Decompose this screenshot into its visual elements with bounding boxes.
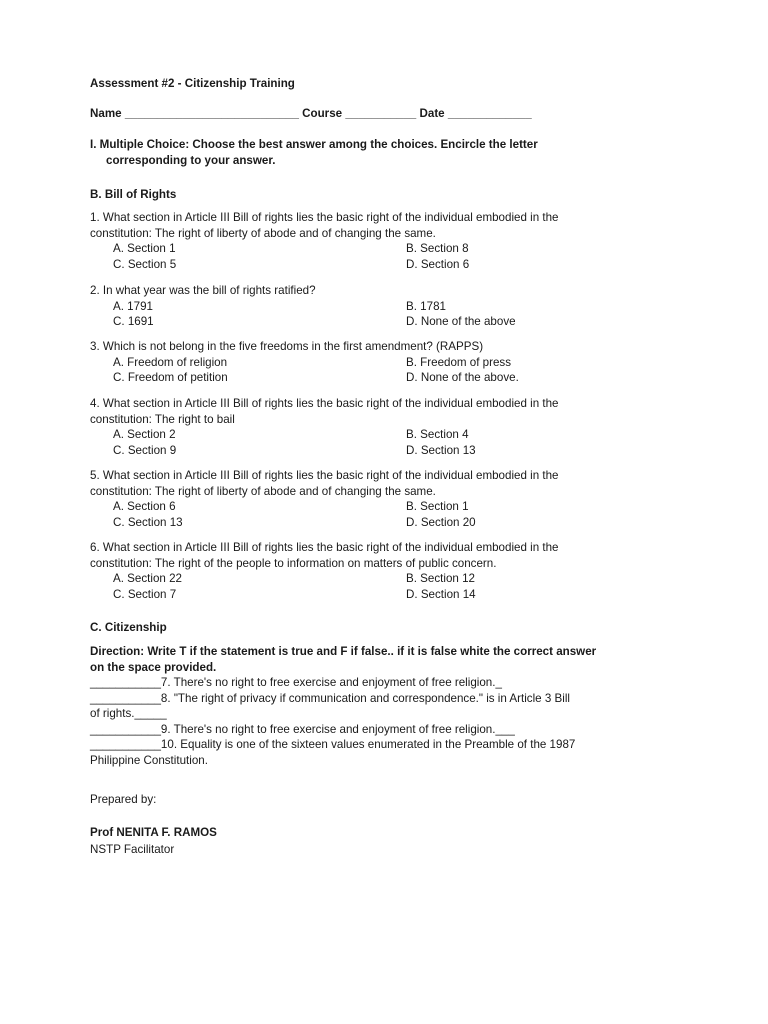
question-text: 2. In what year was the bill of rights ratified? bbox=[90, 284, 316, 297]
question-text-cont: constitution: The right of liberty of abode and of changing the same. bbox=[90, 226, 436, 240]
options bbox=[113, 241, 680, 272]
direction-line1: Direction: Write T if the statement is true and F if false.. if it is false white the correct answer bbox=[90, 645, 597, 658]
question-text: 1. What section in Article III Bill of rights lies the basic right of the individual embodied in the bbox=[90, 211, 559, 224]
question-3 bbox=[90, 339, 680, 386]
part1-instructions bbox=[90, 137, 680, 168]
option-b[interactable]: B. Section 4 bbox=[406, 428, 469, 442]
question-text: 5. What section in Article III Bill of rights lies the basic right of the individual embodied in the bbox=[90, 469, 559, 482]
option-a[interactable]: A. Section 22 bbox=[113, 572, 182, 586]
option-d[interactable]: D. Section 13 bbox=[406, 443, 476, 457]
option-d[interactable]: D. None of the above bbox=[406, 315, 516, 329]
direction-line2: on the space provided. bbox=[90, 660, 217, 674]
question-text: 4. What section in Article III Bill of rights lies the basic right of the individual embodied in the bbox=[90, 397, 559, 410]
tf-line: ___________7. There's no right to free exercise and enjoyment of free religion._ bbox=[90, 676, 502, 689]
option-c[interactable]: C. Freedom of petition bbox=[113, 371, 228, 385]
question-5 bbox=[90, 468, 680, 530]
course-blank: ___________ bbox=[345, 107, 417, 120]
option-a[interactable]: A. Freedom of religion bbox=[113, 355, 228, 369]
option-a[interactable]: A. Section 6 bbox=[113, 500, 176, 514]
option-a[interactable]: A. Section 2 bbox=[113, 428, 176, 442]
question-text: 3. Which is not belong in the five freedoms in the first amendment? (RAPPS) bbox=[90, 340, 484, 353]
question-2 bbox=[90, 283, 680, 330]
options bbox=[113, 355, 680, 386]
option-c[interactable]: C. 1691 bbox=[113, 315, 154, 329]
question-1 bbox=[90, 210, 680, 272]
tf-line: ___________8. "The right of privacy if communication and correspondence." is in Article 3 Bill bbox=[90, 691, 570, 705]
section-b-heading: B. Bill of Rights bbox=[90, 188, 177, 201]
tf-line: Philippine Constitution. bbox=[90, 753, 208, 767]
options bbox=[113, 427, 680, 458]
section-c-heading: C. Citizenship bbox=[90, 621, 167, 634]
option-c[interactable]: C. Section 5 bbox=[113, 257, 177, 271]
question-text-cont: constitution: The right of the people to information on matters of public concern. bbox=[90, 556, 497, 570]
question-6 bbox=[90, 540, 680, 602]
option-b[interactable]: B. Section 1 bbox=[406, 500, 469, 514]
question-text-cont: constitution: The right of liberty of abode and of changing the same. bbox=[90, 484, 436, 498]
option-b[interactable]: B. Section 8 bbox=[406, 242, 469, 256]
options bbox=[113, 571, 680, 602]
true-false-items bbox=[90, 675, 680, 769]
option-d[interactable]: D. None of the above. bbox=[406, 371, 519, 385]
tf-line: of rights._____ bbox=[90, 707, 167, 721]
question-text: 6. What section in Article III Bill of rights lies the basic right of the individual embodied in the bbox=[90, 541, 559, 554]
option-d[interactable]: D. Section 20 bbox=[406, 515, 476, 529]
name-label: Name bbox=[90, 107, 122, 120]
date-blank: _____________ bbox=[447, 107, 532, 120]
option-b[interactable]: B. Section 12 bbox=[406, 572, 475, 586]
option-d[interactable]: D. Section 6 bbox=[406, 257, 470, 271]
author-name: Prof NENITA F. RAMOS bbox=[90, 826, 217, 839]
option-c[interactable]: C. Section 9 bbox=[113, 443, 177, 457]
question-text-cont: constitution: The right to bail bbox=[90, 412, 235, 426]
author-role: NSTP Facilitator bbox=[90, 843, 175, 856]
document-title: Assessment #2 - Citizenship Training bbox=[90, 77, 295, 90]
tf-line: ___________10. Equality is one of the sixteen values enumerated in the Preamble of the 1987 bbox=[90, 738, 576, 752]
options bbox=[113, 499, 680, 530]
option-b[interactable]: B. Freedom of press bbox=[406, 355, 512, 369]
option-a[interactable]: A. 1791 bbox=[113, 299, 153, 313]
option-d[interactable]: D. Section 14 bbox=[406, 587, 476, 601]
part1-line2: corresponding to your answer. bbox=[106, 153, 276, 167]
header-fields bbox=[90, 106, 680, 122]
name-blank: ___________________________ bbox=[124, 107, 299, 120]
part1-line1: I. Multiple Choice: Choose the best answer among the choices. Encircle the letter bbox=[90, 138, 538, 151]
section-c-direction bbox=[90, 644, 680, 675]
tf-line: ___________9. There's no right to free exercise and enjoyment of free religion.___ bbox=[90, 722, 515, 736]
prepared-by-label: Prepared by: bbox=[90, 793, 157, 806]
date-label: Date bbox=[419, 107, 445, 120]
question-4 bbox=[90, 396, 680, 458]
option-b[interactable]: B. 1781 bbox=[406, 299, 446, 313]
course-label: Course bbox=[302, 107, 343, 120]
option-c[interactable]: C. Section 7 bbox=[113, 587, 177, 601]
option-a[interactable]: A. Section 1 bbox=[113, 242, 176, 256]
option-c[interactable]: C. Section 13 bbox=[113, 515, 183, 529]
options bbox=[113, 299, 680, 330]
